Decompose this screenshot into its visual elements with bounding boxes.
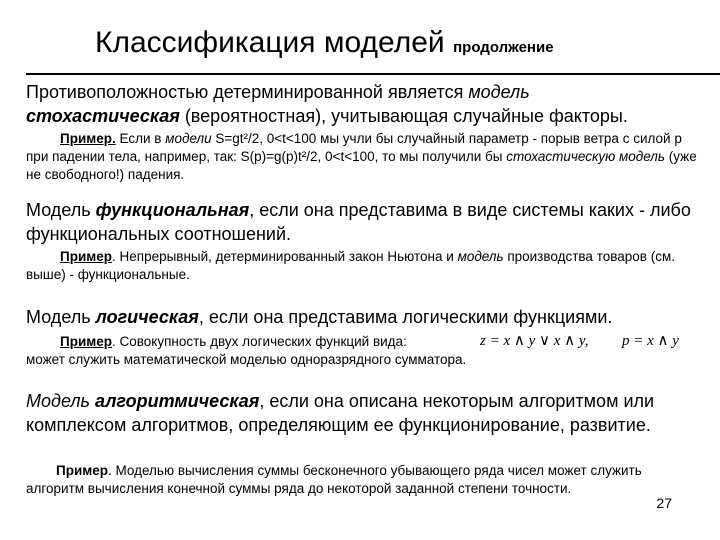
example-label: Пример (60, 334, 112, 349)
algorithmic-paragraph (26, 389, 706, 437)
slide-title-block (95, 26, 554, 60)
formula-sum-text: z = x ∧ y ∨ x ∧ y, (480, 333, 589, 349)
stochastic-model-word: модель (468, 82, 530, 102)
example-text: . Моделью вычисления суммы бесконечного убывающего ряда чисел может служить алгоритм вычисления конечной суммы ряда до некоторой заданной степени точности. (26, 463, 642, 496)
slide-title: Классификация моделей (95, 26, 445, 59)
algorithmic-text: Модель (26, 391, 95, 411)
formula-carry (622, 331, 679, 350)
title-divider (26, 73, 720, 75)
stochastic-text-1: Противоположностью детерминированной является (26, 82, 469, 102)
example-text: . Совокупность двух логических функций вида: (112, 334, 407, 349)
example-text: может служить математической моделью одноразрядного сумматора. (26, 352, 467, 367)
functional-text: Модель (26, 200, 96, 220)
stochastic-text-2: (вероятностная), учитывающая случайные факторы. (179, 106, 628, 126)
algorithmic-term: алгоритмическая (95, 391, 260, 411)
functional-term: функциональная (95, 200, 250, 220)
functional-paragraph (26, 198, 706, 246)
example-text: Если в (115, 131, 166, 146)
example-label: Пример (60, 249, 112, 264)
stochastic-paragraph (26, 80, 706, 128)
formula-carry-text: p = x ∧ y (622, 333, 679, 349)
logical-paragraph (26, 305, 706, 329)
logical-text: Модель (26, 307, 96, 327)
logical-example (26, 333, 706, 369)
example-model-word: модели (165, 131, 212, 146)
example-label: Пример (56, 463, 108, 478)
logical-term: логическая (95, 307, 199, 327)
functional-example (26, 248, 706, 284)
page-number: 27 (656, 495, 672, 511)
example-text: производства товаров (см. выше) - функциональные. (26, 249, 675, 282)
example-text: (уже не свободного!) падения. (26, 149, 697, 182)
algorithmic-text: , если она описана некоторым алгоритмом или комплексом алгоритмов, определяющим ее функционирование, развитие. (26, 391, 655, 435)
example-text: . Непрерывный, детерминированный закон Ньютона и (112, 249, 458, 264)
example-stochastic-model: стохастическую модель (506, 149, 666, 164)
example-model-word: модель (457, 249, 504, 264)
slide-subtitle: продолжение (453, 39, 554, 56)
example-label: Пример. (60, 131, 116, 146)
logical-text: , если она представима логическими функциями. (198, 307, 613, 327)
stochastic-term: стохастическая (26, 106, 180, 126)
algorithmic-example (26, 462, 676, 498)
functional-text: , если она представима в виде системы каких - либо функциональных соотношений. (26, 200, 691, 244)
example-text: S=gt²/2, 0<t<100 мы учли бы случайный параметр - порыв ветра с силой p при падении тела, например, так: S(p)=g(p)t²/2, 0<t<100, то мы получили бы (26, 131, 682, 164)
formula-sum (480, 331, 588, 350)
stochastic-example (26, 130, 706, 184)
